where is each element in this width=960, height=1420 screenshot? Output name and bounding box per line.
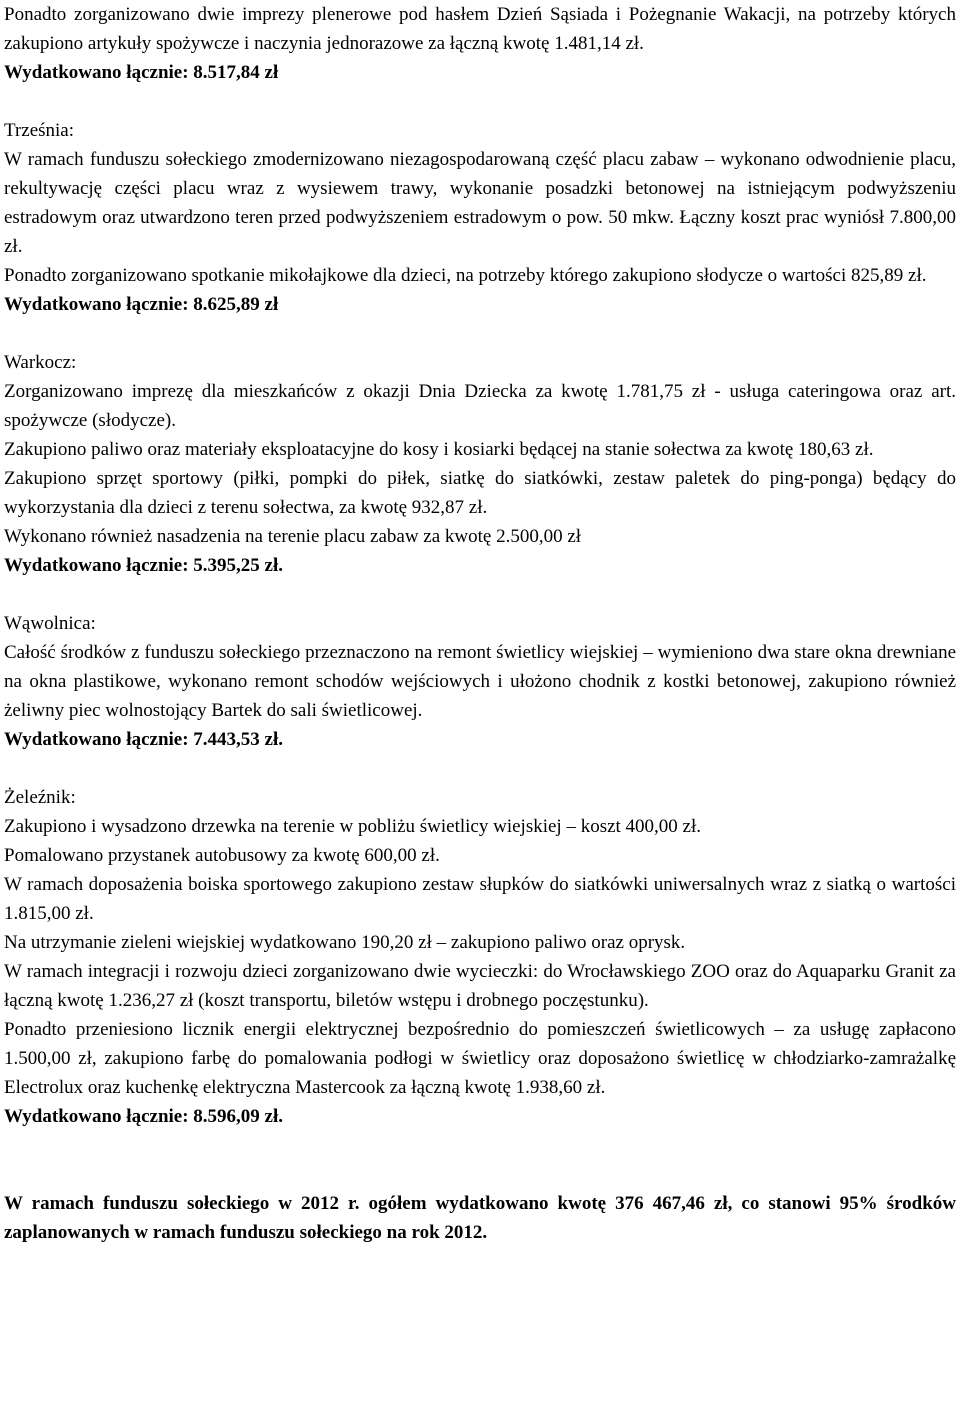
paragraph: Ponadto zorganizowano dwie imprezy plenerowe pod hasłem Dzień Sąsiada i Pożegnanie Wakacji, na potrzeby których zakupiono artykuły spożywcze i naczynia jednorazowe za łączną kwotę 1.481,14 zł. [4,4,956,54]
paragraph: W ramach integracji i rozwoju dzieci zorganizowano dwie wycieczki: do Wrocławskiego ZOO oraz do Aquaparku Granit za łączną kwotę 1.236,27 zł (koszt transportu, biletów wstępu i drobnego poczęstunku). [4,961,956,1011]
paragraph: Pomalowano przystanek autobusowy za kwotę 600,00 zł. [4,845,440,866]
section-wawolnica [4,609,956,754]
section-summary [4,1189,956,1247]
spacer [4,580,956,609]
paragraph: W ramach doposażenia boiska sportowego zakupiono zestaw słupków do siatkówki uniwersalnych wraz z siatką o wartości 1.815,00 zł. [4,874,956,924]
section-heading: Trześnia: [4,120,75,141]
spacer [4,319,956,348]
spacer [4,87,956,116]
section-total: Wydatkowano łącznie: 8.517,84 zł [4,62,279,83]
paragraph: W ramach funduszu sołeckiego zmodernizowano niezagospodarowaną część placu zabaw – wykonano odwodnienie placu, rekultywację części placu wraz z wysiewem trawy, wykonanie posadzki betonowej na istniejącym podwyższeniu estradowym oraz utwardzono teren przed podwyższeniem estradowym o pow. 50 mkw. Łączny koszt prac wyniósł 7.800,00 zł. [4,149,956,257]
spacer [4,754,956,783]
paragraph: Zakupiono sprzęt sportowy (piłki, pompki do piłek, siatkę do siatkówki, zestaw paletek do ping-ponga) będący do wykorzystania dla dzieci z terenu sołectwa, za kwotę 932,87 zł. [4,468,956,518]
section-intro [4,0,956,87]
section-total: Wydatkowano łącznie: 8.625,89 zł [4,294,279,315]
section-heading: Warkocz: [4,352,77,373]
paragraph: Zorganizowano imprezę dla mieszkańców z okazji Dnia Dziecka za kwotę 1.781,75 zł - usługa cateringowa oraz art. spożywcze (słodycze). [4,381,956,431]
spacer [4,1131,956,1189]
paragraph: Na utrzymanie zieleni wiejskiej wydatkowano 190,20 zł – zakupiono paliwo oraz oprysk. [4,932,686,953]
section-heading: Wąwolnica: [4,613,96,634]
paragraph: Zakupiono paliwo oraz materiały eksploatacyjne do kosy i kosiarki będącej na stanie sołectwa za kwotę 180,63 zł. [4,439,874,460]
paragraph: Wykonano również nasadzenia na terenie placu zabaw za kwotę 2.500,00 zł [4,526,582,547]
section-warkocz [4,348,956,580]
section-total: Wydatkowano łącznie: 7.443,53 zł. [4,729,284,750]
summary-paragraph: W ramach funduszu sołeckiego w 2012 r. ogółem wydatkowano kwotę 376 467,46 zł, co stanowi 95% środków zaplanowanych w ramach funduszu sołeckiego na rok 2012. [4,1193,956,1243]
section-heading: Żeleźnik: [4,787,76,808]
paragraph: Całość środków z funduszu sołeckiego przeznaczono na remont świetlicy wiejskiej – wymieniono dwa stare okna drewniane na okna plastikowe, wykonano remont schodów wejściowych i ułożono chodnik z kostki betonowej, zakupiono również żeliwny piec wolnostojący Bartek do sali świetlicowej. [4,642,956,721]
paragraph: Ponadto przeniesiono licznik energii elektrycznej bezpośrednio do pomieszczeń świetlicowych – za usługę zapłacono 1.500,00 zł, zakupiono farbę do pomalowania podłogi w świetlicy oraz doposażono świetlicę w chłodziarko-zamrażalkę Electrolux oraz kuchenkę elektryczna Mastercook za łączną kwotę 1.938,60 zł. [4,1019,956,1098]
paragraph: Ponadto zorganizowano spotkanie mikołajkowe dla dzieci, na potrzeby którego zakupiono słodycze o wartości 825,89 zł. [4,265,927,286]
section-total: Wydatkowano łącznie: 8.596,09 zł. [4,1106,284,1127]
section-total: Wydatkowano łącznie: 5.395,25 zł. [4,555,284,576]
paragraph: Zakupiono i wysadzono drzewka na terenie w pobliżu świetlicy wiejskiej – koszt 400,00 zł. [4,816,702,837]
section-tresnia [4,116,956,319]
section-zeleznik [4,783,956,1131]
document-page [4,0,956,1247]
